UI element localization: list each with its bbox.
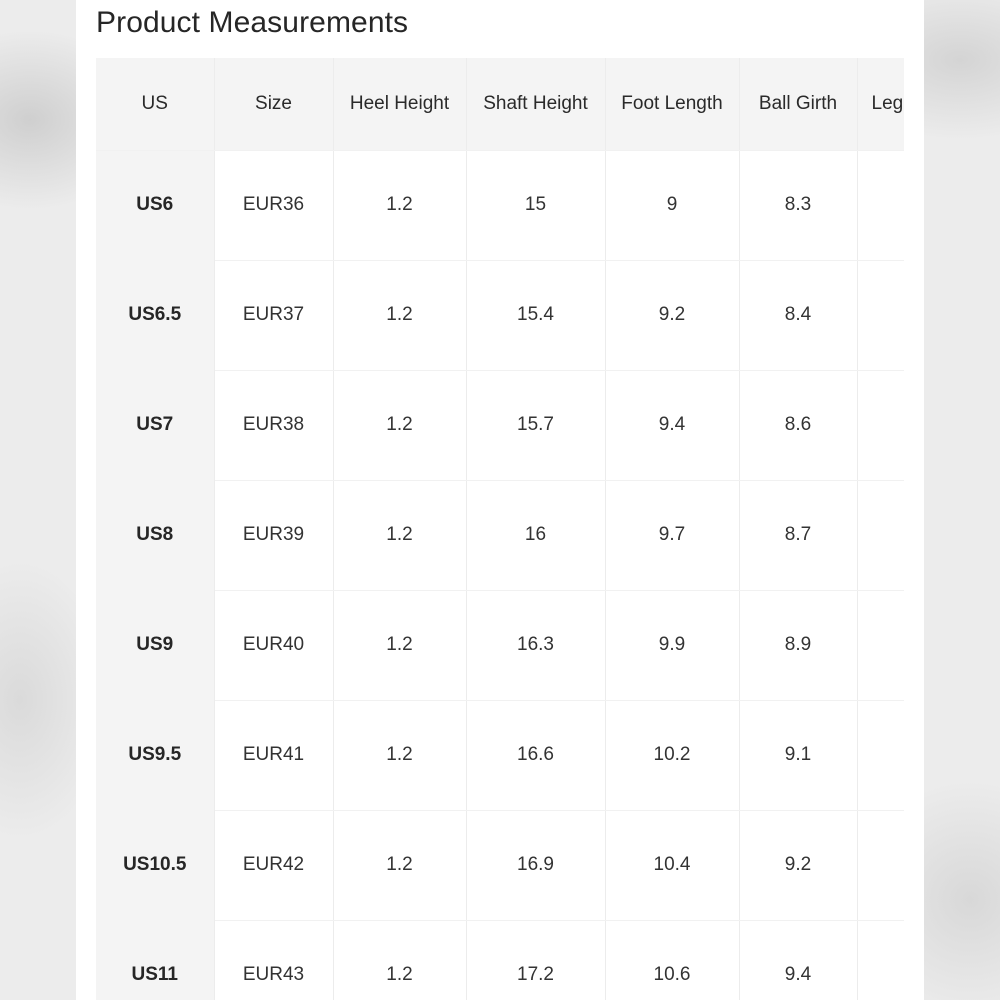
cell-shaft-height: 16.3 [466, 590, 605, 700]
cell-size: EUR43 [214, 920, 333, 1000]
cell-size: EUR38 [214, 370, 333, 480]
cell-us: US10.5 [96, 810, 214, 920]
cell-size: EUR40 [214, 590, 333, 700]
header-size: Size [214, 58, 333, 150]
cell-us: US6 [96, 150, 214, 260]
table-row [96, 150, 904, 260]
cell-ball-girth: 9.4 [739, 920, 857, 1000]
cell-heel-height: 1.2 [333, 920, 466, 1000]
cell-us: US9 [96, 590, 214, 700]
cell-us: US7 [96, 370, 214, 480]
cell-heel-height: 1.2 [333, 150, 466, 260]
header-shaft-height: Shaft Height [466, 58, 605, 150]
cell-heel-height: 1.2 [333, 370, 466, 480]
cell-us: US6.5 [96, 260, 214, 370]
cell-leg-empty [857, 700, 904, 810]
header-leg-truncated: Leg [857, 58, 904, 150]
cell-ball-girth: 8.9 [739, 590, 857, 700]
cell-leg-empty [857, 920, 904, 1000]
cell-leg-empty [857, 370, 904, 480]
cell-shaft-height: 15 [466, 150, 605, 260]
table-header-row [96, 58, 904, 150]
table-row [96, 810, 904, 920]
cell-heel-height: 1.2 [333, 260, 466, 370]
measurements-card [76, 0, 924, 1000]
cell-shaft-height: 15.7 [466, 370, 605, 480]
cell-leg-empty [857, 260, 904, 370]
size-table-scroll-area[interactable] [96, 58, 904, 1000]
cell-heel-height: 1.2 [333, 480, 466, 590]
table-row [96, 370, 904, 480]
cell-ball-girth: 8.7 [739, 480, 857, 590]
cell-shaft-height: 16 [466, 480, 605, 590]
cell-shaft-height: 15.4 [466, 260, 605, 370]
cell-size: EUR39 [214, 480, 333, 590]
table-row [96, 700, 904, 810]
cell-ball-girth: 9.1 [739, 700, 857, 810]
cell-leg-empty [857, 810, 904, 920]
header-heel-height: Heel Height [333, 58, 466, 150]
cell-shaft-height: 16.9 [466, 810, 605, 920]
header-ball-girth: Ball Girth [739, 58, 857, 150]
cell-heel-height: 1.2 [333, 590, 466, 700]
cell-ball-girth: 8.6 [739, 370, 857, 480]
cell-size: EUR37 [214, 260, 333, 370]
cell-size: EUR42 [214, 810, 333, 920]
cell-ball-girth: 9.2 [739, 810, 857, 920]
cell-leg-empty [857, 480, 904, 590]
cell-size: EUR41 [214, 700, 333, 810]
cell-foot-length: 10.4 [605, 810, 739, 920]
size-chart-table [96, 58, 904, 1000]
cell-ball-girth: 8.3 [739, 150, 857, 260]
cell-leg-empty [857, 590, 904, 700]
cell-foot-length: 9.9 [605, 590, 739, 700]
table-row [96, 920, 904, 1000]
table-row [96, 260, 904, 370]
cell-shaft-height: 17.2 [466, 920, 605, 1000]
cell-leg-empty [857, 150, 904, 260]
cell-us: US11 [96, 920, 214, 1000]
cell-us: US9.5 [96, 700, 214, 810]
cell-foot-length: 9.7 [605, 480, 739, 590]
cell-heel-height: 1.2 [333, 700, 466, 810]
cell-us: US8 [96, 480, 214, 590]
cell-foot-length: 10.6 [605, 920, 739, 1000]
table-row [96, 590, 904, 700]
cell-size: EUR36 [214, 150, 333, 260]
cell-foot-length: 9.4 [605, 370, 739, 480]
cell-foot-length: 9 [605, 150, 739, 260]
header-foot-length: Foot Length [605, 58, 739, 150]
table-row [96, 480, 904, 590]
cell-foot-length: 10.2 [605, 700, 739, 810]
cell-shaft-height: 16.6 [466, 700, 605, 810]
cell-foot-length: 9.2 [605, 260, 739, 370]
cell-heel-height: 1.2 [333, 810, 466, 920]
header-us: US [96, 58, 214, 150]
cell-ball-girth: 8.4 [739, 260, 857, 370]
page-title: Product Measurements [96, 6, 409, 39]
